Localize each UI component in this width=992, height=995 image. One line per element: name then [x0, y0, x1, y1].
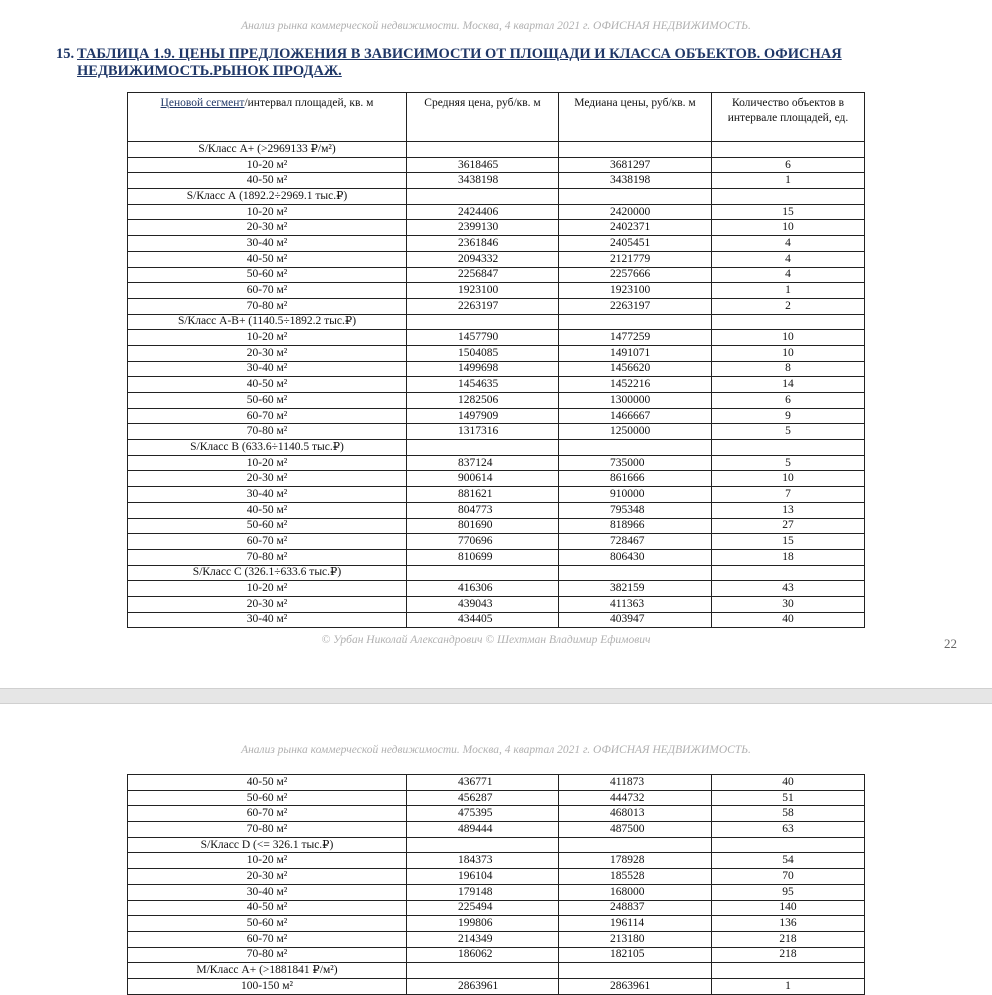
average-price-cell: 436771	[407, 775, 559, 791]
median-price-cell: 1491071	[559, 345, 712, 361]
table-row	[128, 978, 865, 994]
area-cell: 20-30 м²	[128, 345, 407, 361]
page-number: 22	[944, 636, 957, 651]
median-price-cell: 248837	[559, 900, 712, 916]
average-price-cell: 456287	[407, 790, 559, 806]
segment-label: S/Класс D (<= 326.1 тыс.₽)	[128, 837, 407, 853]
median-price-cell: 178928	[559, 853, 712, 869]
area-cell: 40-50 м²	[128, 900, 407, 916]
segment-label: S/Класс А-В+ (1140.5÷1892.2 тыс.₽)	[128, 314, 407, 330]
object-count-cell: 6	[712, 157, 865, 173]
table-row	[128, 157, 865, 173]
area-cell: 40-50 м²	[128, 251, 407, 267]
median-price-cell: 806430	[559, 549, 712, 565]
object-count-cell: 40	[712, 775, 865, 791]
average-price-cell: 475395	[407, 806, 559, 822]
median-price-cell: 728467	[559, 534, 712, 550]
segment-row	[128, 565, 865, 581]
price-table-part-1	[127, 92, 865, 628]
table-row	[128, 471, 865, 487]
object-count-cell: 7	[712, 487, 865, 503]
median-price-cell: 182105	[559, 947, 712, 963]
average-price-cell: 184373	[407, 853, 559, 869]
empty-cell	[712, 189, 865, 205]
segment-row	[128, 314, 865, 330]
object-count-cell: 8	[712, 361, 865, 377]
table-row	[128, 549, 865, 565]
area-cell: 40-50 м²	[128, 377, 407, 393]
average-price-cell: 225494	[407, 900, 559, 916]
object-count-cell: 18	[712, 549, 865, 565]
segment-label: S/Класс В (633.6÷1140.5 тыс.₽)	[128, 440, 407, 456]
median-price-cell: 2257666	[559, 267, 712, 283]
median-price-cell: 382159	[559, 581, 712, 597]
table-row	[128, 884, 865, 900]
object-count-cell: 4	[712, 267, 865, 283]
area-cell: 70-80 м²	[128, 822, 407, 838]
area-cell: 30-40 м²	[128, 884, 407, 900]
average-price-cell: 1457790	[407, 330, 559, 346]
segment-label: S/Класс А (1892.2÷2969.1 тыс.₽)	[128, 189, 407, 205]
area-cell: 40-50 м²	[128, 775, 407, 791]
segment-label: S/Класс А+ (>2969133 ₽/м²)	[128, 142, 407, 158]
segment-row	[128, 189, 865, 205]
median-price-cell: 818966	[559, 518, 712, 534]
median-price-cell: 2420000	[559, 204, 712, 220]
heading-number: 15.	[56, 46, 75, 62]
average-price-cell: 196104	[407, 869, 559, 885]
median-price-cell: 196114	[559, 916, 712, 932]
average-price-cell: 434405	[407, 612, 559, 628]
object-count-cell: 1	[712, 283, 865, 299]
header-average-price: Средняя цена, руб/кв. м	[407, 93, 559, 142]
average-price-cell: 2399130	[407, 220, 559, 236]
median-price-cell: 1452216	[559, 377, 712, 393]
area-cell: 10-20 м²	[128, 581, 407, 597]
table-heading	[56, 46, 856, 80]
object-count-cell: 10	[712, 330, 865, 346]
table-row	[128, 455, 865, 471]
area-cell: 70-80 м²	[128, 298, 407, 314]
area-cell: 30-40 м²	[128, 612, 407, 628]
table-row	[128, 236, 865, 252]
empty-cell	[407, 565, 559, 581]
object-count-cell: 1	[712, 978, 865, 994]
empty-cell	[712, 963, 865, 979]
empty-cell	[712, 142, 865, 158]
area-cell: 70-80 м²	[128, 424, 407, 440]
table-row	[128, 581, 865, 597]
object-count-cell: 6	[712, 393, 865, 409]
table-row	[128, 330, 865, 346]
empty-cell	[559, 314, 712, 330]
median-price-cell: 403947	[559, 612, 712, 628]
average-price-cell: 2863961	[407, 978, 559, 994]
object-count-cell: 10	[712, 345, 865, 361]
table-row	[128, 790, 865, 806]
object-count-cell: 58	[712, 806, 865, 822]
empty-cell	[712, 440, 865, 456]
object-count-cell: 27	[712, 518, 865, 534]
segment-row	[128, 837, 865, 853]
empty-cell	[559, 963, 712, 979]
median-price-cell: 2121779	[559, 251, 712, 267]
area-cell: 10-20 м²	[128, 204, 407, 220]
average-price-cell: 1923100	[407, 283, 559, 299]
object-count-cell: 5	[712, 424, 865, 440]
average-price-cell: 1454635	[407, 377, 559, 393]
table-row	[128, 377, 865, 393]
area-cell: 30-40 м²	[128, 361, 407, 377]
average-price-cell: 199806	[407, 916, 559, 932]
table-row	[128, 408, 865, 424]
empty-cell	[407, 314, 559, 330]
area-cell: 30-40 м²	[128, 487, 407, 503]
object-count-cell: 10	[712, 471, 865, 487]
table-row	[128, 283, 865, 299]
empty-cell	[407, 142, 559, 158]
area-cell: 40-50 м²	[128, 173, 407, 189]
object-count-cell: 1	[712, 173, 865, 189]
object-count-cell: 14	[712, 377, 865, 393]
average-price-cell: 3438198	[407, 173, 559, 189]
median-price-cell: 3681297	[559, 157, 712, 173]
median-price-cell: 487500	[559, 822, 712, 838]
median-price-cell: 1477259	[559, 330, 712, 346]
area-cell: 60-70 м²	[128, 283, 407, 299]
table-row	[128, 393, 865, 409]
average-price-cell: 1504085	[407, 345, 559, 361]
empty-cell	[559, 837, 712, 853]
object-count-cell: 2	[712, 298, 865, 314]
median-price-cell: 411873	[559, 775, 712, 791]
empty-cell	[407, 837, 559, 853]
table-row	[128, 853, 865, 869]
area-cell: 20-30 м²	[128, 471, 407, 487]
object-count-cell: 218	[712, 931, 865, 947]
object-count-cell: 9	[712, 408, 865, 424]
median-price-cell: 468013	[559, 806, 712, 822]
segment-link[interactable]: Ценовой сегмент	[160, 97, 245, 109]
average-price-cell: 2094332	[407, 251, 559, 267]
median-price-cell: 795348	[559, 502, 712, 518]
average-price-cell: 2361846	[407, 236, 559, 252]
average-price-cell: 770696	[407, 534, 559, 550]
header-object-count: Количество объектов в интервале площадей, ед.	[712, 93, 865, 142]
area-cell: 50-60 м²	[128, 518, 407, 534]
table-row	[128, 947, 865, 963]
table-row	[128, 173, 865, 189]
table-row	[128, 220, 865, 236]
table-row	[128, 502, 865, 518]
object-count-cell: 15	[712, 534, 865, 550]
average-price-cell: 801690	[407, 518, 559, 534]
average-price-cell: 2424406	[407, 204, 559, 220]
average-price-cell: 1282506	[407, 393, 559, 409]
header-segment-rest: /интервал площадей, кв. м	[244, 97, 374, 109]
table-header-row	[128, 93, 865, 142]
table-row	[128, 869, 865, 885]
object-count-cell: 140	[712, 900, 865, 916]
average-price-cell: 804773	[407, 502, 559, 518]
median-price-cell: 910000	[559, 487, 712, 503]
area-cell: 60-70 м²	[128, 534, 407, 550]
table-row	[128, 267, 865, 283]
object-count-cell: 4	[712, 236, 865, 252]
table-row	[128, 204, 865, 220]
object-count-cell: 13	[712, 502, 865, 518]
running-header: Анализ рынка коммерческой недвижимости. Москва, 4 квартал 2021 г. ОФИСНАЯ НЕДВИЖИМОСТЬ.	[241, 20, 751, 32]
object-count-cell: 30	[712, 596, 865, 612]
object-count-cell: 10	[712, 220, 865, 236]
average-price-cell: 881621	[407, 487, 559, 503]
empty-cell	[407, 189, 559, 205]
object-count-cell: 136	[712, 916, 865, 932]
empty-cell	[559, 142, 712, 158]
empty-cell	[712, 837, 865, 853]
median-price-cell: 2863961	[559, 978, 712, 994]
table-row	[128, 612, 865, 628]
empty-cell	[407, 440, 559, 456]
object-count-cell: 5	[712, 455, 865, 471]
area-cell: 20-30 м²	[128, 220, 407, 236]
average-price-cell: 900614	[407, 471, 559, 487]
object-count-cell: 70	[712, 869, 865, 885]
header-median-price: Медиана цены, руб/кв. м	[559, 93, 712, 142]
table-row	[128, 596, 865, 612]
table-row	[128, 806, 865, 822]
page-separator	[0, 688, 992, 704]
area-cell: 50-60 м²	[128, 790, 407, 806]
object-count-cell: 54	[712, 853, 865, 869]
object-count-cell: 43	[712, 581, 865, 597]
median-price-cell: 213180	[559, 931, 712, 947]
table-row	[128, 345, 865, 361]
table-row	[128, 361, 865, 377]
median-price-cell: 1250000	[559, 424, 712, 440]
empty-cell	[559, 565, 712, 581]
average-price-cell: 186062	[407, 947, 559, 963]
median-price-cell: 2402371	[559, 220, 712, 236]
average-price-cell: 3618465	[407, 157, 559, 173]
object-count-cell: 51	[712, 790, 865, 806]
median-price-cell: 1300000	[559, 393, 712, 409]
median-price-cell: 2263197	[559, 298, 712, 314]
empty-cell	[407, 963, 559, 979]
document-page-2	[0, 704, 992, 990]
area-cell: 50-60 м²	[128, 393, 407, 409]
object-count-cell: 95	[712, 884, 865, 900]
header-segment	[128, 93, 407, 142]
table-row	[128, 534, 865, 550]
segment-row	[128, 963, 865, 979]
area-cell: 100-150 м²	[128, 978, 407, 994]
area-cell: 60-70 м²	[128, 806, 407, 822]
table-row	[128, 487, 865, 503]
table-row	[128, 900, 865, 916]
table-row	[128, 916, 865, 932]
segment-label: M/Класс А+ (>1881841 ₽/м²)	[128, 963, 407, 979]
empty-cell	[559, 440, 712, 456]
table-row	[128, 424, 865, 440]
area-cell: 60-70 м²	[128, 408, 407, 424]
average-price-cell: 2256847	[407, 267, 559, 283]
heading-line-1: ТАБЛИЦА 1.9. ЦЕНЫ ПРЕДЛОЖЕНИЯ В ЗАВИСИМОСТИ ОТ ПЛОЩАДИ И КЛАССА ОБЪЕКТОВ. ОФИСНАЯ	[77, 46, 842, 62]
average-price-cell: 2263197	[407, 298, 559, 314]
median-price-cell: 735000	[559, 455, 712, 471]
average-price-cell: 1497909	[407, 408, 559, 424]
table-row	[128, 931, 865, 947]
area-cell: 10-20 м²	[128, 455, 407, 471]
median-price-cell: 1923100	[559, 283, 712, 299]
area-cell: 70-80 м²	[128, 947, 407, 963]
object-count-cell: 218	[712, 947, 865, 963]
average-price-cell: 416306	[407, 581, 559, 597]
empty-cell	[712, 565, 865, 581]
table-row	[128, 298, 865, 314]
area-cell: 30-40 м²	[128, 236, 407, 252]
segment-row	[128, 142, 865, 158]
average-price-cell: 810699	[407, 549, 559, 565]
area-cell: 20-30 м²	[128, 596, 407, 612]
area-cell: 20-30 м²	[128, 869, 407, 885]
running-header: Анализ рынка коммерческой недвижимости. Москва, 4 квартал 2021 г. ОФИСНАЯ НЕДВИЖИМОСТЬ.	[241, 744, 751, 756]
median-price-cell: 2405451	[559, 236, 712, 252]
area-cell: 10-20 м²	[128, 157, 407, 173]
median-price-cell: 168000	[559, 884, 712, 900]
average-price-cell: 439043	[407, 596, 559, 612]
average-price-cell: 489444	[407, 822, 559, 838]
segment-label: S/Класс С (326.1÷633.6 тыс.₽)	[128, 565, 407, 581]
median-price-cell: 1456620	[559, 361, 712, 377]
median-price-cell: 411363	[559, 596, 712, 612]
median-price-cell: 3438198	[559, 173, 712, 189]
empty-cell	[712, 314, 865, 330]
page-footer: © Урбан Николай Александрович © Шехтман Владимир Ефимович	[321, 634, 651, 646]
area-cell: 50-60 м²	[128, 267, 407, 283]
price-table-part-2	[127, 774, 865, 995]
object-count-cell: 15	[712, 204, 865, 220]
table-row	[128, 775, 865, 791]
median-price-cell: 185528	[559, 869, 712, 885]
area-cell: 70-80 м²	[128, 549, 407, 565]
heading-line-2: НЕДВИЖИМОСТЬ.РЫНОК ПРОДАЖ.	[77, 63, 342, 79]
object-count-cell: 63	[712, 822, 865, 838]
table-row	[128, 518, 865, 534]
area-cell: 40-50 м²	[128, 502, 407, 518]
segment-row	[128, 440, 865, 456]
average-price-cell: 837124	[407, 455, 559, 471]
median-price-cell: 444732	[559, 790, 712, 806]
average-price-cell: 179148	[407, 884, 559, 900]
average-price-cell: 1317316	[407, 424, 559, 440]
object-count-cell: 40	[712, 612, 865, 628]
median-price-cell: 861666	[559, 471, 712, 487]
median-price-cell: 1466667	[559, 408, 712, 424]
area-cell: 10-20 м²	[128, 853, 407, 869]
average-price-cell: 1499698	[407, 361, 559, 377]
table-row	[128, 822, 865, 838]
area-cell: 10-20 м²	[128, 330, 407, 346]
table-row	[128, 251, 865, 267]
area-cell: 50-60 м²	[128, 916, 407, 932]
empty-cell	[559, 189, 712, 205]
area-cell: 60-70 м²	[128, 931, 407, 947]
average-price-cell: 214349	[407, 931, 559, 947]
object-count-cell: 4	[712, 251, 865, 267]
